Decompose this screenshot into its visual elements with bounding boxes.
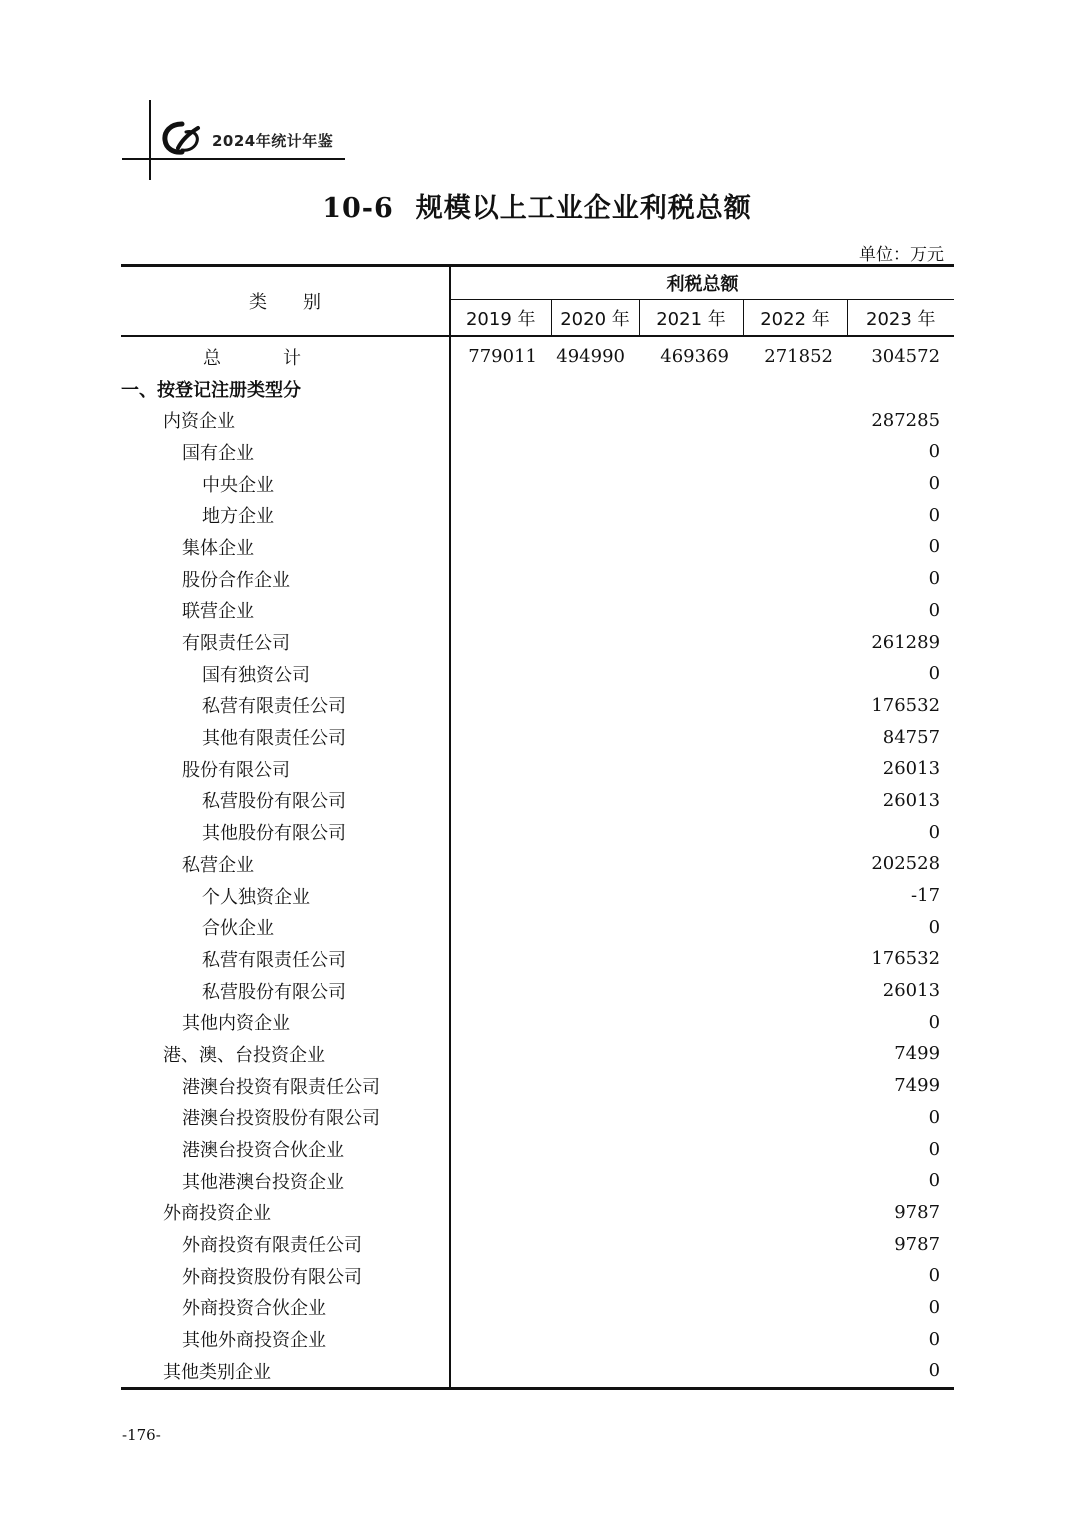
value-cell: [551, 721, 639, 753]
table-row: [121, 468, 954, 500]
value-cell: [450, 373, 551, 405]
value-cell: 0: [928, 821, 941, 843]
value-cell: [450, 911, 551, 943]
value-cell: [551, 911, 639, 943]
value-cell: [639, 943, 743, 975]
value-cell: [450, 1355, 551, 1388]
year-header: 2022 年: [743, 300, 847, 336]
value-cell: [450, 436, 551, 468]
value-cell: [450, 468, 551, 500]
row-label: 联营企业: [121, 595, 450, 627]
value-cell: [551, 468, 639, 500]
row-label: 私营有限责任公司: [121, 943, 450, 975]
value-cell: [450, 1228, 551, 1260]
value-cell: [639, 880, 743, 912]
row-label: 港澳台投资合伙企业: [121, 1133, 450, 1165]
value-cell: [639, 753, 743, 785]
unit-label: 单位：万元: [859, 245, 944, 265]
value-cell: 202528: [871, 853, 941, 875]
value-cell: [743, 721, 847, 753]
value-cell: 0: [928, 441, 941, 463]
value-cell: [450, 1323, 551, 1355]
value-cell: [639, 1070, 743, 1102]
row-label: 国有独资公司: [121, 658, 450, 690]
table-row: [121, 975, 954, 1007]
value-cell: 26013: [882, 758, 941, 780]
table-title: 规模以上工业企业利税总额: [415, 193, 752, 224]
value-cell: [450, 1260, 551, 1292]
value-cell: [551, 1165, 639, 1197]
value-cell: [743, 1070, 847, 1102]
row-label: 股份合作企业: [121, 563, 450, 595]
row-label: 私营有限责任公司: [121, 690, 450, 722]
value-cell: 0: [928, 473, 941, 495]
year-header: 2019 年: [450, 300, 551, 336]
value-cell: [743, 816, 847, 848]
table-row: [121, 1355, 954, 1388]
row-label: 外商投资企业: [121, 1197, 450, 1229]
value-cell: 84757: [882, 726, 941, 748]
value-cell: [450, 1133, 551, 1165]
page-title: [0, 186, 1074, 225]
value-cell: [551, 1260, 639, 1292]
value-cell: 0: [928, 916, 941, 938]
value-cell: [551, 436, 639, 468]
table-row: [121, 404, 954, 436]
value-cell: [639, 531, 743, 563]
value-cell: [639, 1292, 743, 1324]
table-number: 10-6: [322, 193, 394, 224]
value-cell: [551, 1038, 639, 1070]
table-row: [121, 336, 954, 373]
value-cell: [551, 753, 639, 785]
value-cell: [639, 1260, 743, 1292]
value-cell: [639, 1355, 743, 1388]
value-cell: [639, 1165, 743, 1197]
row-label: 私营股份有限公司: [121, 785, 450, 817]
value-cell: [639, 1228, 743, 1260]
value-cell: 7499: [894, 1043, 941, 1065]
table-row: [121, 1228, 954, 1260]
value-cell: [743, 499, 847, 531]
value-cell: [639, 563, 743, 595]
value-cell: [450, 1038, 551, 1070]
value-cell: [450, 1197, 551, 1229]
table-row: [121, 1197, 954, 1229]
value-cell: [450, 563, 551, 595]
value-cell: [743, 563, 847, 595]
value-cell: [639, 499, 743, 531]
value-cell: 176532: [871, 948, 941, 970]
value-cell: [551, 880, 639, 912]
value-cell: [639, 1323, 743, 1355]
table-row: [121, 436, 954, 468]
value-cell: [639, 785, 743, 817]
row-label: 个人独资企业: [121, 880, 450, 912]
table-row: [121, 499, 954, 531]
row-label: 港、澳、台投资企业: [121, 1038, 450, 1070]
row-label: 外商投资合伙企业: [121, 1292, 450, 1324]
value-cell: [551, 658, 639, 690]
header-vertical-rule: [149, 100, 151, 180]
table-row: [121, 1038, 954, 1070]
value-cell: [743, 785, 847, 817]
row-label: 其他外商投资企业: [121, 1323, 450, 1355]
value-cell: [743, 911, 847, 943]
value-cell: [743, 595, 847, 627]
table-row: [121, 1292, 954, 1324]
value-cell: [551, 373, 639, 405]
value-cell: 0: [928, 1328, 941, 1350]
row-label: 有限责任公司: [121, 626, 450, 658]
value-cell: [743, 468, 847, 500]
value-cell: 779011: [468, 346, 537, 368]
value-cell: 9787: [894, 1201, 941, 1223]
row-label: 国有企业: [121, 436, 450, 468]
value-cell: [450, 1006, 551, 1038]
value-cell: [639, 595, 743, 627]
value-cell: [743, 626, 847, 658]
value-cell: [743, 1355, 847, 1388]
value-cell: [743, 1038, 847, 1070]
row-label: 其他股份有限公司: [121, 816, 450, 848]
value-cell: 9787: [894, 1233, 941, 1255]
value-cell: [551, 1102, 639, 1134]
value-cell: [450, 816, 551, 848]
value-cell: 0: [847, 1355, 954, 1388]
table-row: [121, 911, 954, 943]
value-cell: [639, 626, 743, 658]
value-cell: [639, 436, 743, 468]
value-cell: 0: [928, 1138, 941, 1160]
value-cell: 469369: [660, 346, 729, 368]
row-label: 总计: [121, 336, 450, 373]
row-label: 外商投资股份有限公司: [121, 1260, 450, 1292]
table-row: [121, 690, 954, 722]
table-row: [121, 753, 954, 785]
value-cell: [639, 1133, 743, 1165]
value-cell: [639, 468, 743, 500]
value-cell: [450, 943, 551, 975]
value-cell: [450, 1292, 551, 1324]
table-row: [121, 531, 954, 563]
value-cell: [450, 721, 551, 753]
value-cell: [551, 1228, 639, 1260]
table-row: [121, 1260, 954, 1292]
table-row: [121, 785, 954, 817]
value-cell: [743, 1102, 847, 1134]
value-cell: 176532: [871, 694, 941, 716]
row-label: 其他港澳台投资企业: [121, 1165, 450, 1197]
value-cell: [450, 880, 551, 912]
value-cell: [551, 1133, 639, 1165]
year-header: 2023 年: [847, 300, 954, 336]
value-cell: [743, 848, 847, 880]
value-cell: [847, 373, 954, 405]
table-row: [121, 1102, 954, 1134]
value-cell: [551, 975, 639, 1007]
row-label: 港澳台投资股份有限公司: [121, 1102, 450, 1134]
value-cell: [450, 975, 551, 1007]
value-cell: 0: [928, 599, 941, 621]
value-cell: 494990: [556, 346, 625, 368]
value-cell: [743, 1165, 847, 1197]
value-cell: 304572: [871, 346, 941, 368]
value-cell: 0: [928, 536, 941, 558]
value-cell: [450, 848, 551, 880]
value-cell: [743, 1260, 847, 1292]
table-row: [121, 595, 954, 627]
year-header: 2021 年: [639, 300, 743, 336]
value-cell: [551, 626, 639, 658]
value-cell: [743, 943, 847, 975]
value-cell: 261289: [871, 631, 941, 653]
value-cell: [450, 404, 551, 436]
row-label: 内资企业: [121, 404, 450, 436]
value-cell: [551, 943, 639, 975]
row-label: 中央企业: [121, 468, 450, 500]
table-row: [121, 880, 954, 912]
value-cell: [450, 626, 551, 658]
row-label: 其他有限责任公司: [121, 721, 450, 753]
table-row: [121, 721, 954, 753]
table-row: [121, 658, 954, 690]
value-cell: [743, 1323, 847, 1355]
table-row: [121, 1165, 954, 1197]
value-cell: [551, 1070, 639, 1102]
value-cell: 26013: [882, 789, 941, 811]
row-label: 一、按登记注册类型分: [121, 373, 450, 405]
value-cell: 0: [928, 568, 941, 590]
row-label: 港澳台投资有限责任公司: [121, 1070, 450, 1102]
value-cell: [743, 880, 847, 912]
table-row: [121, 1070, 954, 1102]
header-horizontal-rule: [122, 158, 345, 160]
value-cell: [639, 975, 743, 1007]
value-cell: [450, 595, 551, 627]
value-cell: [639, 1038, 743, 1070]
value-cell: [450, 753, 551, 785]
value-cell: [551, 1292, 639, 1324]
row-label: 股份有限公司: [121, 753, 450, 785]
value-cell: [639, 816, 743, 848]
value-cell: [743, 690, 847, 722]
value-cell: [639, 690, 743, 722]
table-row: [121, 373, 954, 405]
data-table: [121, 264, 954, 1390]
value-cell: [551, 1323, 639, 1355]
row-label: 合伙企业: [121, 911, 450, 943]
value-cell: [551, 404, 639, 436]
table-row: [121, 1133, 954, 1165]
value-cell: [743, 1006, 847, 1038]
value-cell: [743, 531, 847, 563]
value-cell: 0: [928, 1265, 941, 1287]
table-row: [121, 943, 954, 975]
value-cell: [639, 721, 743, 753]
value-cell: [743, 1292, 847, 1324]
value-cell: [551, 848, 639, 880]
value-cell: [551, 1197, 639, 1229]
value-cell: [743, 1197, 847, 1229]
value-cell: [743, 975, 847, 1007]
value-cell: 0: [928, 1296, 941, 1318]
value-cell: [450, 785, 551, 817]
table-row: [121, 816, 954, 848]
value-cell: [639, 1197, 743, 1229]
row-label: 其他内资企业: [121, 1006, 450, 1038]
value-cell: 0: [928, 663, 941, 685]
value-cell: 271852: [764, 346, 833, 368]
value-cell: [551, 595, 639, 627]
value-cell: [450, 1165, 551, 1197]
value-cell: [551, 785, 639, 817]
value-cell: [639, 404, 743, 436]
value-cell: -17: [911, 885, 941, 907]
value-cell: [639, 848, 743, 880]
yearbook-logo-icon: [160, 118, 204, 158]
row-label: 外商投资有限责任公司: [121, 1228, 450, 1260]
value-cell: [551, 499, 639, 531]
value-cell: [743, 436, 847, 468]
value-cell: [551, 531, 639, 563]
value-cell: [450, 658, 551, 690]
value-cell: [639, 911, 743, 943]
value-cell: [743, 404, 847, 436]
value-cell: 26013: [882, 980, 941, 1002]
value-cell: [743, 658, 847, 690]
value-cell: [551, 563, 639, 595]
value-cell: [639, 1102, 743, 1134]
table-row: [121, 848, 954, 880]
year-header: 2020 年: [551, 300, 639, 336]
group-header: 利税总额: [450, 266, 954, 300]
category-header: 类 别: [121, 266, 450, 337]
value-cell: [551, 1355, 639, 1388]
value-cell: 0: [928, 1011, 941, 1033]
table-row: [121, 1323, 954, 1355]
value-cell: [639, 1006, 743, 1038]
value-cell: 7499: [894, 1075, 941, 1097]
value-cell: 0: [928, 1170, 941, 1192]
value-cell: [450, 1070, 551, 1102]
row-label: 私营股份有限公司: [121, 975, 450, 1007]
value-cell: [743, 373, 847, 405]
value-cell: [551, 690, 639, 722]
row-label: 集体企业: [121, 531, 450, 563]
table-row: [121, 563, 954, 595]
value-cell: [551, 1006, 639, 1038]
data-table-container: [121, 264, 954, 1390]
value-cell: 0: [928, 504, 941, 526]
value-cell: 0: [928, 1106, 941, 1128]
value-cell: [450, 690, 551, 722]
value-cell: [639, 658, 743, 690]
yearbook-title: 2024年统计年鉴: [212, 132, 334, 150]
row-label: 地方企业: [121, 499, 450, 531]
value-cell: [450, 499, 551, 531]
value-cell: [743, 1133, 847, 1165]
row-label: 私营企业: [121, 848, 450, 880]
value-cell: [743, 753, 847, 785]
value-cell: [450, 531, 551, 563]
value-cell: 287285: [871, 409, 941, 431]
page-number: -176-: [122, 1426, 161, 1444]
table-row: [121, 626, 954, 658]
value-cell: [551, 816, 639, 848]
value-cell: [743, 1228, 847, 1260]
value-cell: [639, 373, 743, 405]
value-cell: [450, 1102, 551, 1134]
table-row: [121, 1006, 954, 1038]
row-label: 其他类别企业: [121, 1355, 450, 1388]
